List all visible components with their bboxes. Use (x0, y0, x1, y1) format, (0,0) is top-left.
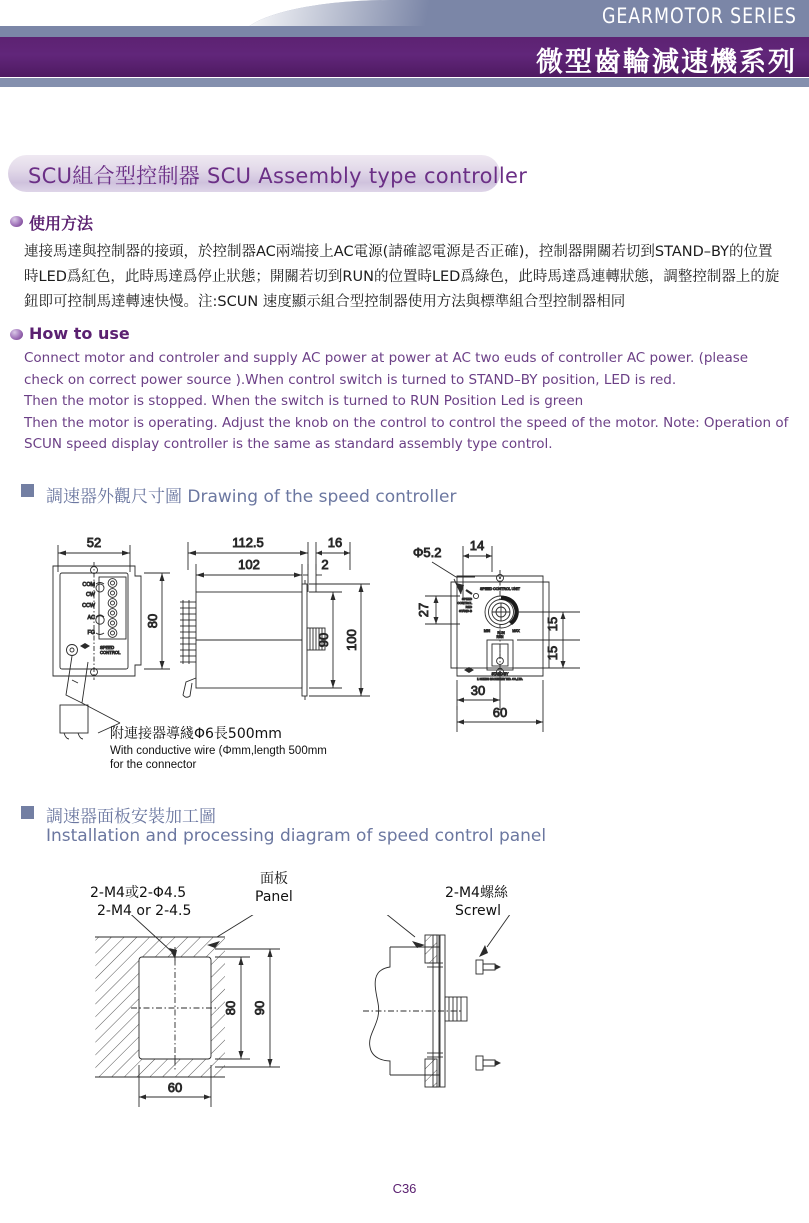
usage-line-1: Connect motor and controler and supply AC power at power at AC two euds of controller AC power. (please (24, 350, 749, 366)
section-title-text: SCU組合型控制器 SCU Assembly type controller (28, 164, 528, 188)
knob-run-label: RUN (497, 631, 505, 635)
panel-left-text-3: RED (465, 605, 472, 609)
dim-2: 2 (321, 557, 329, 572)
panel-label-cn: 面板 (260, 871, 288, 887)
header-bottom-rule (0, 87, 809, 89)
dim-16: 16 (327, 535, 343, 550)
dim-14: 14 (469, 538, 485, 553)
drawing-section-heading: 調速器外觀尺寸圖 Drawing of the speed controller (46, 487, 457, 507)
panel-brand-small: SPEED (100, 645, 115, 650)
dim-90-holes: 90 (252, 1000, 267, 1016)
panel-left-text-2: CONTROL (457, 601, 472, 605)
dim-100: 100 (344, 629, 359, 651)
usage-heading-cn: 使用方法 (29, 214, 94, 233)
dim-phi-5-2: Φ5.2 (413, 545, 442, 560)
knob-max-label: MAX (512, 629, 520, 633)
screw-hole-label-en: 2-M4 or 2-4.5 (97, 903, 192, 919)
dim-80-cutout: 80 (223, 1000, 238, 1016)
dim-80: 80 (145, 613, 160, 629)
switch-standby-label: STAND-BY (491, 672, 509, 676)
dim-60-cutout: 60 (167, 1080, 183, 1095)
install-heading-cn: 調速器面板安裝加工圖 (46, 807, 216, 827)
usage-paragraph-cn: 連接馬達與控制器的接頭，於控制器AC兩端接上AC電源(請確認電源是否正確)，控制器開關若切到STAND–BY的位置時LED爲紅色，此時馬達爲停止狀態；開關若切到RUN的位置時LED爲綠色，此時馬達爲連轉狀態，調整控制器上的旋鈕即可控制馬達轉速快慢。注:SCUN 速度顯示組合型控制器使用方法與標準組合型控制器相同 (24, 244, 780, 310)
page-header (0, 0, 809, 92)
bullet-dot-icon-2 (10, 329, 23, 340)
screw-hole-label-cn: 2-M4或2-Φ4.5 (90, 885, 187, 901)
bullet-dot-icon (10, 216, 23, 227)
usage-heading-en: How to use (29, 324, 130, 343)
usage-line-5: SCUN speed display controller is the same as standard assembly type control. (24, 436, 553, 452)
page-footer: C36 (392, 1181, 417, 1196)
installation-drawing (95, 915, 565, 1145)
header-english-title: GEARMOTOR SERIES (602, 4, 797, 28)
terminal-label-cw: CW (86, 592, 95, 598)
usage-line-3: Then the motor is stopped. When the switch is turned to RUN Position Led is green (24, 393, 584, 409)
usage-line-4: Then the motor is operating. Adjust the knob on the control to control the speed of the motor. Note: Operation of (24, 414, 789, 431)
square-marker-icon (21, 484, 34, 497)
dim-15-a: 15 (545, 616, 560, 632)
panel-left-text-1: SPEED (461, 597, 472, 601)
wire-note-en-1: With conductive wire (Φmm,length 500mm (110, 745, 327, 757)
screw-label-cn: 2-M4螺絲 (445, 885, 508, 901)
dim-112-5: 112.5 (232, 535, 264, 550)
dim-102: 102 (238, 557, 260, 572)
install-heading-en: Installation and processing diagram of speed control panel (46, 826, 547, 846)
dim-90: 90 (316, 632, 331, 648)
panel-brand-text: LI SHENG MACHINERY IND. CO.,LTD. (477, 678, 523, 681)
dim-30: 30 (470, 683, 486, 698)
header-bottom-band (0, 78, 809, 87)
switch-run-label: RUN (496, 635, 504, 639)
header-chinese-title: 微型齒輪減速機系列 (536, 47, 797, 78)
wire-note-en-2: for the connector (110, 759, 197, 771)
terminal-label-ccw: CCW (82, 603, 95, 609)
terminal-label-com: COM (82, 582, 95, 588)
dim-60-panel: 60 (492, 705, 508, 720)
dim-52: 52 (86, 535, 102, 550)
panel-brand-small-2: CONTROL (100, 650, 121, 655)
usage-paragraph-en (24, 348, 789, 456)
terminal-label-ac: AC (87, 615, 95, 621)
dim-15-b: 15 (545, 645, 560, 661)
panel-label-en: Panel (255, 889, 293, 905)
dim-27: 27 (416, 602, 431, 618)
panel-top-text: SPEED CONTROL UNIT (479, 587, 521, 591)
wire-note-cn: 附連接器導綫Φ6長500mm (110, 726, 282, 742)
knob-min-label: MIN (483, 629, 491, 633)
terminal-label-fg: FG (87, 630, 95, 636)
usage-line-2: check on correct power source ).When control switch is turned to STAND–BY position, LED is red. (24, 371, 677, 388)
screw-label-en: Screwl (455, 903, 501, 919)
panel-left-text-4: STAND-B (459, 609, 472, 613)
square-marker-icon-2 (21, 806, 34, 819)
